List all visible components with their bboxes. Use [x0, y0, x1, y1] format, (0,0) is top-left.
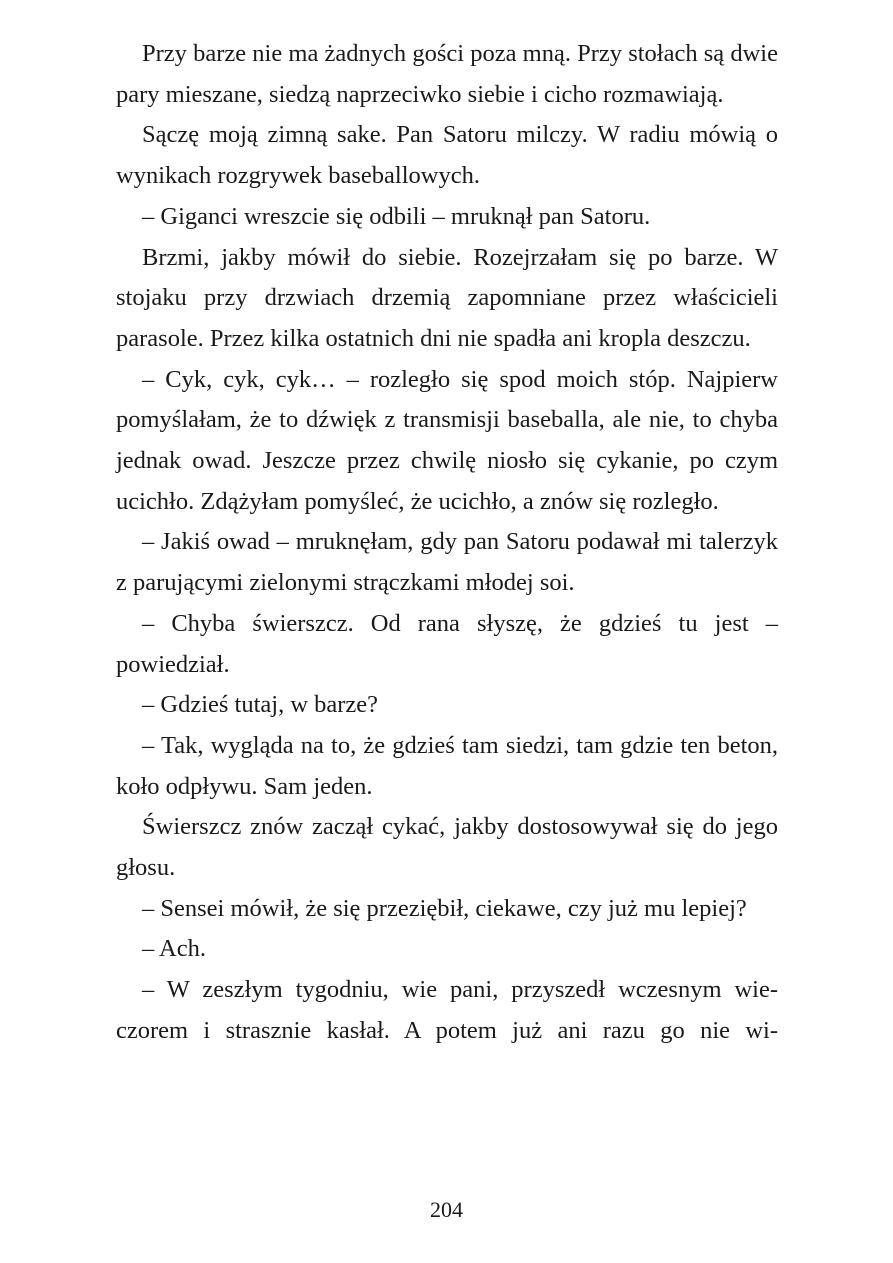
paragraph: Przy barze nie ma żadnych gości poza mną. Przy stołach są dwie pary mieszane, siedzą naprzeciwko siebie i cicho rozmawiają.: [116, 40, 778, 108]
paragraph: Brzmi, jakby mówił do siebie. Rozejrzałam się po barze. W stojaku przy drzwiach drzemią zapomniane przez właścicieli parasole. Przez kilka ostatnich dni nie spadła ani kropla deszczu.: [116, 243, 778, 352]
paragraph: Sączę moją zimną sake. Pan Satoru milczy. W radiu mówią o wynikach rozgrywek baseballowych.: [116, 121, 778, 190]
dialogue-line: – Giganci wreszcie się odbili – mruknął pan Satoru.: [142, 202, 651, 230]
dialogue-line: – Ach.: [142, 935, 206, 963]
dialogue-line: – Tak, wygląda na to, że gdzieś tam siedzi, tam gdzie ten beton, koło odpływu. Sam jeden.: [116, 731, 778, 800]
dialogue-line: – Jakiś owad – mruknęłam, gdy pan Satoru podawał mi talerzyk z parującymi zielonymi strączkami młodej soi.: [116, 528, 778, 597]
dialogue-line: – Sensei mówił, że się przeziębił, ciekawe, czy już mu lepiej?: [142, 894, 747, 922]
page-number: 204: [430, 1197, 463, 1222]
book-page-text: [116, 34, 778, 1052]
dialogue-line: – W zeszłym tygodniu, wie pani, przyszedł wczesnym wieczorem i strasznie kasłał. A potem już ani razu go nie wi-: [116, 976, 778, 1044]
dialogue-line: – Chyba świerszcz. Od rana słyszę, że gdzieś tu jest – powiedział.: [116, 609, 778, 678]
paragraph: Świerszcz znów zaczął cykać, jakby dostosowywał się do jego głosu.: [116, 813, 778, 882]
dialogue-line: – Cyk, cyk, cyk… – rozległo się spod moich stóp. Najpierw pomyślałam, że to dźwięk z transmisji baseballa, ale nie, to chyba jednak owad. Jeszcze przez chwilę niosło się cykanie, po czym ucichło. Zdążyłam pomyśleć, że ucichło, a znów się rozległo.: [116, 365, 778, 515]
dialogue-line: – Gdzieś tutaj, w barze?: [142, 691, 379, 719]
